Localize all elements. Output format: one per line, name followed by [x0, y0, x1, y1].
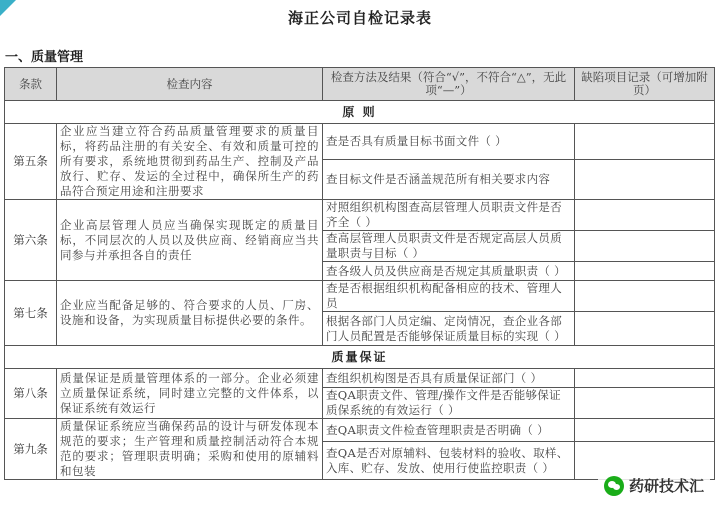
check-method: 查QA职责文件、管理/操作文件是否能够保证质保系统的有效运行（ ）: [323, 388, 575, 419]
watermark-text: 药研技术汇: [628, 477, 704, 495]
header-article: 条款: [5, 68, 57, 101]
group-label: 原 则: [5, 101, 715, 124]
defect-record-cell[interactable]: [575, 388, 715, 419]
table-row: [5, 200, 715, 231]
article-number: 第五条: [5, 124, 57, 200]
document-title: 海正公司自检记录表: [287, 9, 432, 27]
article-content: 质量保证是质量管理体系的一部分。企业必须建立质量保证系统，同时建立完整的文件体系，以保证系统有效运行: [57, 369, 323, 419]
defect-record-cell[interactable]: [575, 262, 715, 281]
check-method: 查组织机构图是否具有质量保证部门（ ）: [323, 369, 575, 388]
table-row: [5, 369, 715, 388]
article-number: 第六条: [5, 200, 57, 281]
defect-record-cell[interactable]: [575, 312, 715, 346]
check-method: 查是否根据组织机构配备相应的技术、管理人员: [323, 281, 575, 312]
article-number: 第八条: [5, 369, 57, 419]
group-row-quality-assurance: [5, 346, 715, 369]
defect-record-cell[interactable]: [575, 160, 715, 200]
section-title: 一、质量管理: [5, 50, 84, 65]
table-row: [5, 419, 715, 442]
group-label: 质量保证: [5, 346, 715, 369]
check-method: 查高层管理人员职责文件是否规定高层人员质量职责与目标（ ）: [323, 231, 575, 262]
article-content: 企业高层管理人员应当确保实现既定的质量目标，不同层次的人员以及供应商、经销商应当共同参与并承担各自的责任: [57, 200, 323, 281]
header-method: 检查方法及结果（符合“√”，不符合“△”，无此项“—”）: [323, 68, 575, 101]
group-row-principles: [5, 101, 715, 124]
header-content: 检查内容: [57, 68, 323, 101]
article-number: 第九条: [5, 419, 57, 480]
check-method: 根据各部门人员定编、定岗情况，查企业各部门人员配置是否能够保证质量目标的实现（ ）: [323, 312, 575, 346]
article-content: 质量保证系统应当确保药品的设计与研发体现本规范的要求；生产管理和质量控制活动符合本规范的要求；管理职责明确；采购和使用的原辅料和包装: [57, 419, 323, 480]
table-row: [5, 124, 715, 160]
inspection-table: [4, 67, 715, 480]
watermark: [598, 473, 710, 498]
defect-record-cell[interactable]: [575, 281, 715, 312]
check-method: 查目标文件是否涵盖规范所有相关要求内容: [323, 160, 575, 200]
check-method: 对照组织机构图查高层管理人员职责文件是否齐全（ ）: [323, 200, 575, 231]
check-method: 查是否具有质量目标书面文件（ ）: [323, 124, 575, 160]
defect-record-cell[interactable]: [575, 369, 715, 388]
article-content: 企业应当配备足够的、符合要求的人员、厂房、设施和设备，为实现质量目标提供必要的条件。: [57, 281, 323, 346]
check-method: 查QA是否对原辅料、包装材料的验收、取样、入库、贮存、发放、使用行使监控职责（ ）: [323, 442, 575, 480]
wechat-icon: [604, 476, 624, 496]
defect-record-cell[interactable]: [575, 200, 715, 231]
defect-record-cell[interactable]: [575, 231, 715, 262]
article-number: 第七条: [5, 281, 57, 346]
defect-record-cell[interactable]: [575, 124, 715, 160]
header-defect: 缺陷项目记录（可增加附页）: [575, 68, 715, 101]
table-row: [5, 281, 715, 312]
check-method: 查QA职责文件检查管理职责是否明确（ ）: [323, 419, 575, 442]
table-header-row: [5, 68, 715, 101]
article-content: 企业应当建立符合药品质量管理要求的质量目标，将药品注册的有关安全、有效和质量可控的所有要求，系统地贯彻到药品生产、控制及产品放行、贮存、发运的全过程中，确保所生产的药品符合预定用途和注册要求: [57, 124, 323, 200]
check-method: 查各级人员及供应商是否规定其质量职责（ ）: [323, 262, 575, 281]
defect-record-cell[interactable]: [575, 419, 715, 442]
